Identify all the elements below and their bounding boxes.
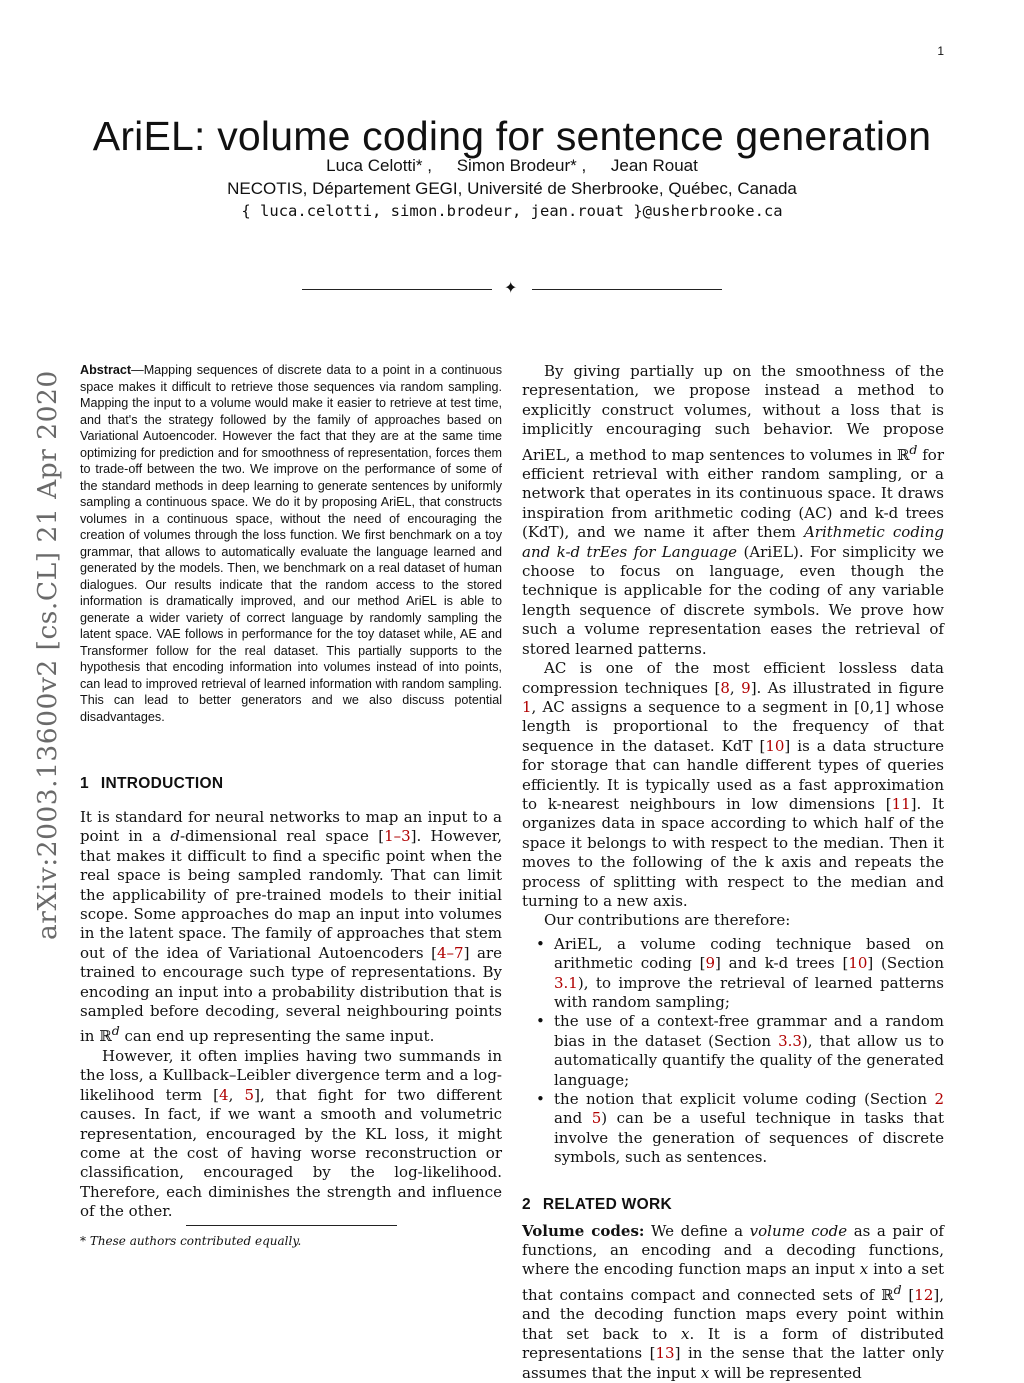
- citation-link[interactable]: 10: [848, 954, 868, 973]
- author-list: [0, 156, 1024, 176]
- citation-link[interactable]: 5: [244, 1085, 255, 1104]
- list-item: • the notion that explicit volume coding (Section 2 and 5) can be a useful technique in tasks that involve the generation of sequences of discrete symbols, such as sentences.: [536, 1090, 944, 1167]
- author-name: Simon Brodeur* ,: [456, 156, 587, 175]
- citation-link[interactable]: 8: [720, 678, 730, 697]
- list-item: • the use of a context-free grammar and a random bias in the dataset (Section 3.3), that allow us to automatically quantify the quality of the generated language;: [536, 1012, 944, 1089]
- list-item: • AriEL, a volume coding technique based on arithmetic coding [9] and k-d trees [10] (Section 3.1), to improve the retrieval of learned patterns with random sampling;: [536, 934, 944, 1011]
- section-number: 1: [80, 775, 89, 792]
- author-emails: { luca.celotti, simon.brodeur, jean.rouat }@usherbrooke.ca: [241, 202, 783, 220]
- abstract: [80, 362, 502, 725]
- contributions-intro: Our contributions are therefore:: [544, 911, 791, 930]
- section-link[interactable]: 5: [591, 1109, 602, 1128]
- author-name: Jean Rouat: [610, 156, 698, 175]
- page-number: 1: [937, 44, 944, 58]
- paper-title: AriEL: volume coding for sentence generation: [92, 113, 932, 160]
- right-column: [522, 362, 944, 1383]
- citation-link[interactable]: 13: [655, 1344, 675, 1363]
- affiliation: NECOTIS, Département GEGI, Université de Sherbrooke, Québec, Canada: [227, 179, 797, 198]
- section-heading-introduction: [80, 775, 502, 793]
- intro-paragraph-2: However, it often implies having two summands in the loss, a Kullback–Leibler divergence term and a log-likelihood term [4, 5], that fight for two different causes. In fact, if we want a smooth and volumetric representation, encouraged by the KL loss, it might come at the cost of having worse reconstruction or classification, encouraged by the log-likelihood. Therefore, each diminishes the strength and influence of the other.: [80, 1046, 502, 1221]
- separator-rule-right: [532, 289, 722, 290]
- arxiv-stamp: arXiv:2003.13600v2 [cs.CL] 21 Apr 2020: [32, 370, 63, 940]
- citation-link[interactable]: 9: [705, 954, 716, 973]
- footnote-rule: [186, 1225, 397, 1226]
- bullet-icon: •: [536, 1090, 545, 1109]
- citation-link[interactable]: 1–3: [384, 827, 411, 846]
- section-title: INTRODUCTION: [100, 775, 224, 792]
- bullet-icon: •: [536, 934, 545, 953]
- separator-rule-left: [302, 289, 492, 290]
- intro-paragraph-1: It is standard for neural networks to map an input to a point in a d-dimensional real space [1–3]. However, that makes it difficult to find a specific point when the real space is being sampled randomly. That can limit the applicability of pre-trained models to their initial scope. Some approaches do map an input into volumes in the latent space. The family of approaches that stem out of the idea of Variational Autoencoders [4–7] are trained to encourage such type of representations. By encoding an input into a probability distribution that is sampled before decoding, several neighbouring points in ℝ$^d$ can end up representing the same input.: [80, 808, 503, 1046]
- section-title: RELATED WORK: [542, 1195, 672, 1213]
- citation-link[interactable]: 12: [914, 1285, 934, 1304]
- section-link[interactable]: 3.1: [554, 973, 578, 992]
- figure-link[interactable]: 1: [522, 697, 532, 716]
- footnote: * These authors contributed equally.: [80, 1234, 302, 1248]
- citation-link[interactable]: 4: [219, 1085, 229, 1104]
- citation-link[interactable]: 11: [891, 794, 911, 813]
- section-link[interactable]: 3.3: [778, 1031, 802, 1050]
- separator-star-icon: ✦: [504, 278, 518, 297]
- citation-link[interactable]: 4–7: [436, 943, 464, 962]
- abstract-text: —Mapping sequences of discrete data to a point in a continuous space makes it difficult to retrieve those sequences via random sampling. Mapping the input to a volume would make it easier to retrieve at test time, and that's the strategy followed by the family of approaches based on Variational Autoencoder. However the fact that they are at the same time optimizing for prediction and for smoothness of representation, forces them to trade-off between the two. We improve on the performance of some of the standard methods in deep learning to generate sentences by uniformly sampling a continuous space. We do it by proposing AriEL, that constructs volumes in a continuous space, without the need of encouraging the creation of volumes through the loss function. We first benchmark on a toy grammar, that allows to automatically evaluate the language learned and generated by the models. Then, we benchmark on a real dataset of human dialogues. Our results indicate that the random access to the stored information is dramatically improved, and our method AriEL is able to generate a wider variety of correct language by randomly sampling the latent space. VAE follows in performance for the toy dataset while, AE and Transformer follow for the real dataset. This partially supports to the hypothesis that encoding information into volumes instead of into points, can lead to improved retrieval of learned information with random sampling. This can lead to better generators and we also discuss potential disadvantages.: [80, 363, 502, 724]
- intro-paragraph-3: By giving partially up on the smoothness of the representation, we propose instead a method to explicitly construct volumes, without a loss that is implicitly encouraging such behavior. We propose AriEL, a method to map sentences to volumes in ℝ$^d$ for efficient retrieval with either random sampling, or a network that operates in its continuous space. It draws inspiration from arithmetic coding (AC) and k-d trees (KdT), and we name it after them Arithmetic coding and k-d trEes for Language (AriEL). For simplicity we choose to focus on language, even though the technique is applicable for the coding of any variable length sequence of discrete symbols. We prove how such a volume representation eases the retrieval of stored learned patterns.: [522, 362, 944, 658]
- citation-link[interactable]: 10: [765, 736, 785, 755]
- title-separator: [302, 280, 722, 300]
- related-work-paragraph: Volume codes: We define a volume code as a pair of functions, an encoding and a decoding functions, where the encoding function maps an input x into a set that contains compact and connected sets of ℝ$^d$ [12], and the decoding function maps every point within that set back to x. It is a form of distributed representations [13] in the sense that the latter only assumes that the input x will be represented: [522, 1221, 945, 1382]
- section-heading-related-work: [522, 1196, 944, 1214]
- section-number: 2: [522, 1195, 531, 1213]
- contributions-list: [522, 935, 944, 1168]
- author-name: Luca Celotti* ,: [326, 156, 432, 175]
- citation-link[interactable]: 9: [741, 678, 751, 697]
- bullet-icon: •: [536, 1012, 545, 1031]
- abstract-label: Abstract: [80, 363, 132, 377]
- left-column: [80, 362, 502, 1222]
- intro-paragraph-4: AC is one of the most efficient lossless data compression techniques [8, 9]. As illustrated in figure 1, AC assigns a sequence to a segment in [0,1] whose length is proportional to the frequency of that sequence in the dataset. KdT [10] is a data structure for storage that can handle different types of queries efficiently. It is typically used as a fast approximation to k-nearest neighbours in low dimensions [11]. It organizes data in space according to which half of the space it belongs to with respect to the median. Then it moves to the following of the k axis and repeats the process of splitting with respect to the median and turning to a new axis.: [522, 659, 945, 910]
- section-link[interactable]: 2: [934, 1090, 944, 1109]
